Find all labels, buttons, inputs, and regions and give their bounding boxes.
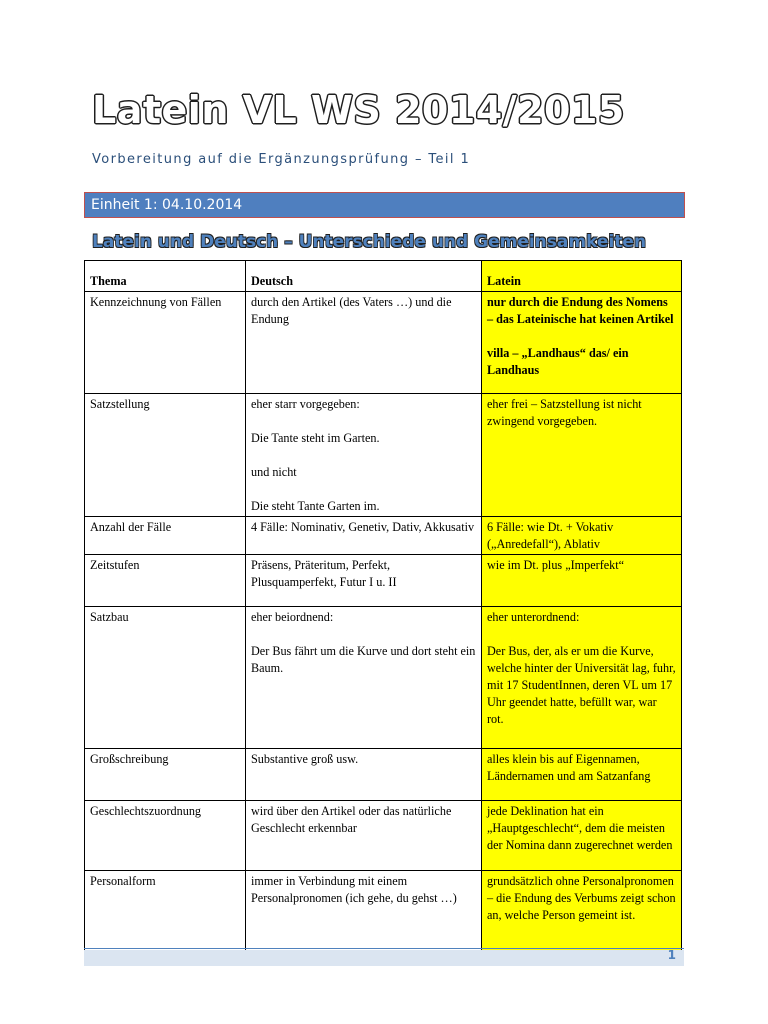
- page-number: 1: [667, 948, 676, 962]
- header-thema: Thema: [85, 261, 246, 292]
- unit-date: 04.10.2014: [162, 197, 243, 213]
- cell-deutsch: durch den Artikel (des Vaters …) und die Endung: [246, 292, 482, 394]
- cell-thema: Geschlechtszuordnung: [85, 801, 246, 871]
- footer-divider: [84, 948, 684, 949]
- document-title: Latein VL WS 2014/2015: [92, 88, 625, 132]
- unit-label: Einheit 1:: [91, 197, 158, 213]
- table-row: [85, 871, 682, 957]
- cell-thema: Satzstellung: [85, 394, 246, 517]
- table-row: [85, 749, 682, 801]
- cell-latein: alles klein bis auf Eigennamen, Ländernamen und am Satzanfang: [482, 749, 682, 801]
- header-deutsch: Deutsch: [246, 261, 482, 292]
- table-row: [85, 394, 682, 517]
- footer-bar: [84, 950, 684, 966]
- section-heading: Latein und Deutsch – Unterschiede und Gemeinsamkeiten: [92, 232, 647, 252]
- cell-thema: Kennzeichnung von Fällen: [85, 292, 246, 394]
- table-row: [85, 607, 682, 749]
- table-row: [85, 517, 682, 555]
- cell-deutsch: Präsens, Präteritum, Perfekt, Plusquamperfekt, Futur I u. II: [246, 555, 482, 607]
- cell-deutsch: wird über den Artikel oder das natürliche Geschlecht erkennbar: [246, 801, 482, 871]
- table-row: [85, 555, 682, 607]
- cell-thema: Großschreibung: [85, 749, 246, 801]
- cell-deutsch: 4 Fälle: Nominativ, Genetiv, Dativ, Akkusativ: [246, 517, 482, 555]
- unit-bar: [84, 192, 685, 218]
- cell-latein: eher frei – Satzstellung ist nicht zwingend vorgegeben.: [482, 394, 682, 517]
- cell-latein: 6 Fälle: wie Dt. + Vokativ („Anredefall“), Ablativ: [482, 517, 682, 555]
- header-latein: Latein: [482, 261, 682, 292]
- table-row: [85, 801, 682, 871]
- table-header-row: [85, 261, 682, 292]
- cell-thema: Anzahl der Fälle: [85, 517, 246, 555]
- cell-deutsch: eher beiordnend: Der Bus fährt um die Kurve und dort steht ein Baum.: [246, 607, 482, 749]
- table-row: [85, 292, 682, 394]
- cell-latein: jede Deklination hat ein „Hauptgeschlecht“, dem die meisten der Nomina dann zugerechnet werden: [482, 801, 682, 871]
- cell-deutsch: immer in Verbindung mit einem Personalpronomen (ich gehe, du gehst …): [246, 871, 482, 957]
- cell-latein: eher unterordnend: Der Bus, der, als er um die Kurve, welche hinter der Universität lag, fuhr, mit 17 StudentInnen, deren VL um 17 Uhr geendet hatte, befüllt war, war rot.: [482, 607, 682, 749]
- cell-latein: wie im Dt. plus „Imperfekt“: [482, 555, 682, 607]
- cell-latein: nur durch die Endung des Nomens – das Lateinische hat keinen Artikel villa – „Landhaus“ das/ ein Landhaus: [482, 292, 682, 394]
- comparison-table: [84, 260, 682, 957]
- document-subtitle: Vorbereitung auf die Ergänzungsprüfung – Teil 1: [92, 152, 471, 167]
- cell-latein: grundsätzlich ohne Personalpronomen – die Endung des Verbums zeigt schon an, welche Person gemeint ist.: [482, 871, 682, 957]
- cell-thema: Zeitstufen: [85, 555, 246, 607]
- cell-deutsch: Substantive groß usw.: [246, 749, 482, 801]
- cell-thema: Personalform: [85, 871, 246, 957]
- cell-thema: Satzbau: [85, 607, 246, 749]
- cell-deutsch: eher starr vorgegeben: Die Tante steht im Garten. und nicht Die steht Tante Garten im.: [246, 394, 482, 517]
